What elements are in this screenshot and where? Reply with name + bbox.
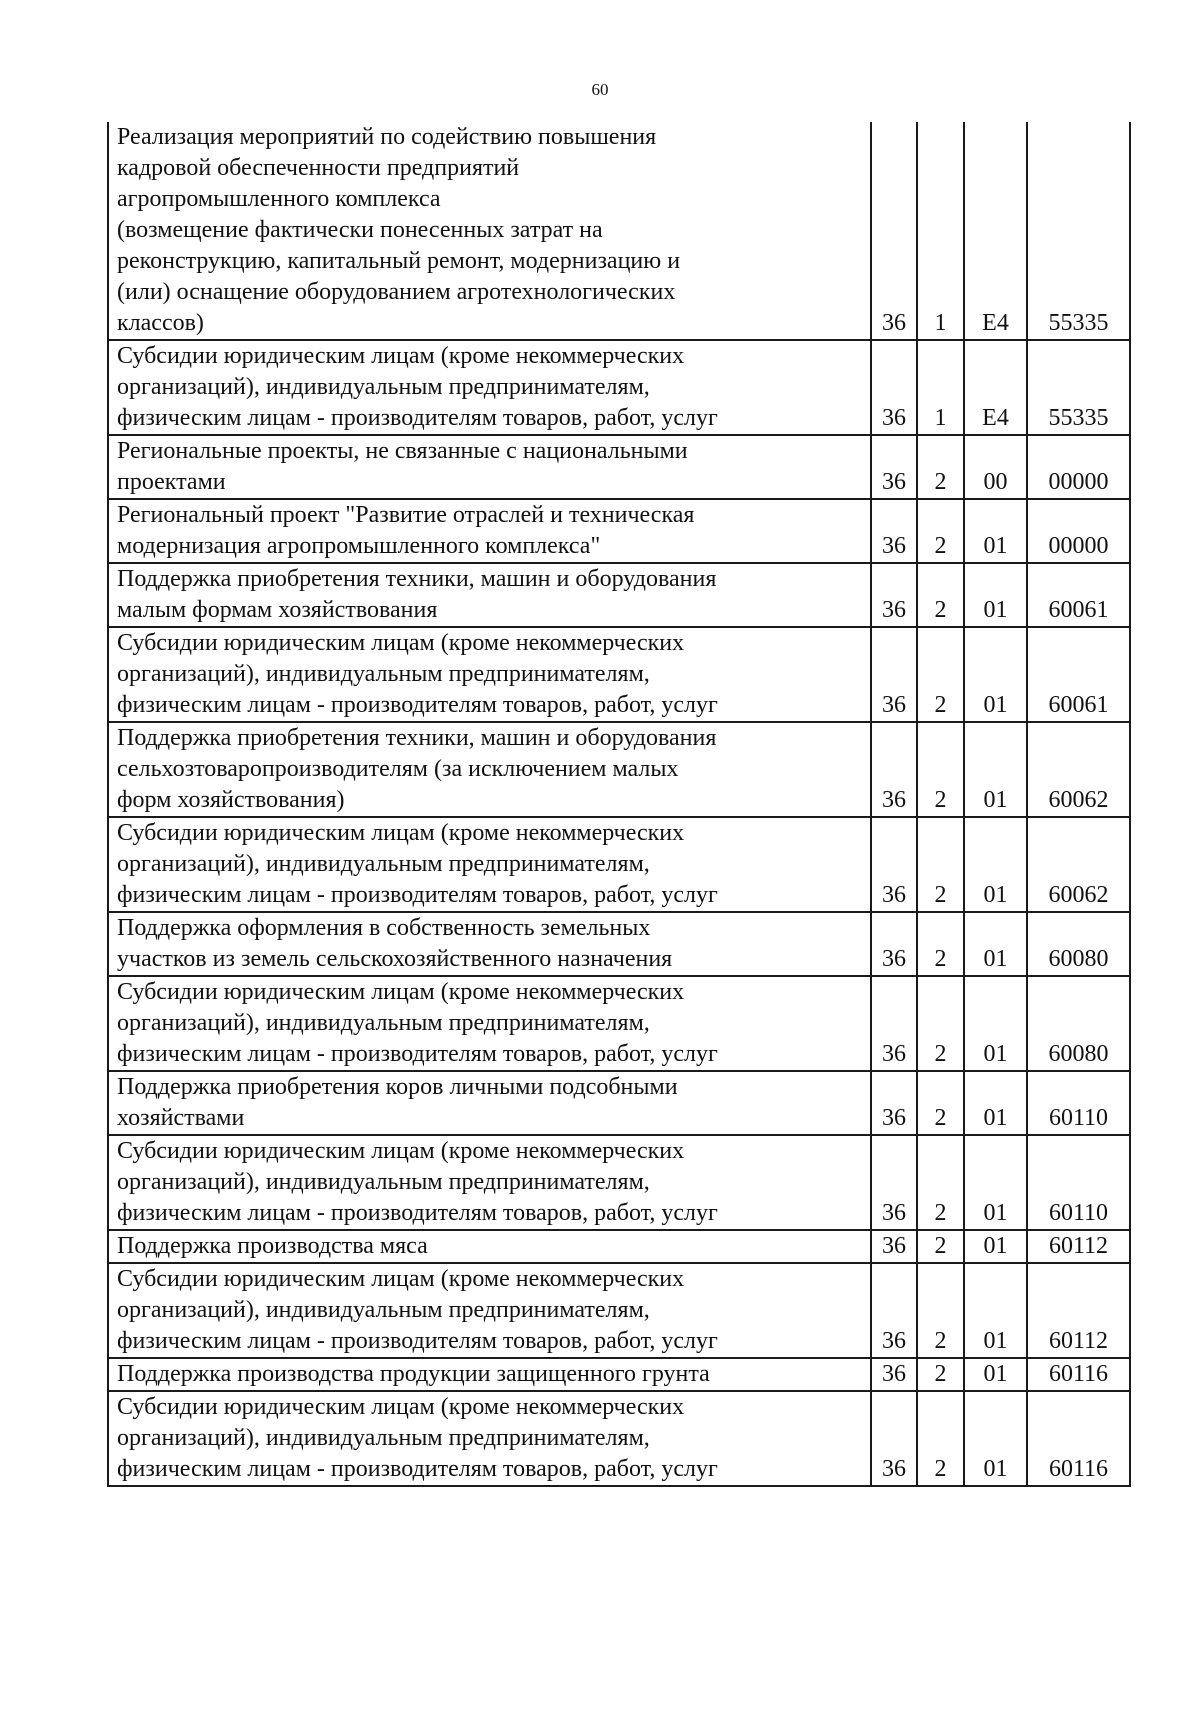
subprogram-code-cell: 01	[964, 1230, 1027, 1263]
direction-code-cell: 60116	[1027, 1391, 1130, 1486]
table-row	[108, 1358, 1130, 1391]
ministry-code-cell: 36	[871, 435, 917, 499]
table-row	[108, 817, 1130, 912]
subprogram-code-cell: 01	[964, 563, 1027, 627]
row-name-cell: Реализация мероприятий по содействию повышения кадровой обеспеченности предприятий агропромышленного комплекса (возмещение фактически понесенных затрат на реконструкцию, капитальный ремонт, модернизацию и (или) оснащение оборудованием агротехнологических классов)	[108, 122, 871, 340]
table-row	[108, 563, 1130, 627]
program-code-cell: 2	[917, 1230, 964, 1263]
table-row	[108, 435, 1130, 499]
direction-code-cell: 60080	[1027, 976, 1130, 1071]
subprogram-code-cell: Е4	[964, 340, 1027, 435]
direction-code-cell: 60061	[1027, 627, 1130, 722]
program-code-cell: 2	[917, 1263, 964, 1358]
row-name-cell: Субсидии юридическим лицам (кроме некоммерческих организаций), индивидуальным предпринимателям, физическим лицам - производителям товаров, работ, услуг	[108, 976, 871, 1071]
subprogram-code-cell: 01	[964, 1358, 1027, 1391]
ministry-code-cell: 36	[871, 1391, 917, 1486]
table-row	[108, 499, 1130, 563]
program-code-cell: 1	[917, 340, 964, 435]
row-name-cell: Субсидии юридическим лицам (кроме некоммерческих организаций), индивидуальным предпринимателям, физическим лицам - производителям товаров, работ, услуг	[108, 340, 871, 435]
row-name-cell: Поддержка оформления в собственность земельных участков из земель сельскохозяйственного назначения	[108, 912, 871, 976]
table-row	[108, 976, 1130, 1071]
program-code-cell: 1	[917, 122, 964, 340]
ministry-code-cell: 36	[871, 1071, 917, 1135]
row-name-cell: Поддержка приобретения коров личными подсобными хозяйствами	[108, 1071, 871, 1135]
direction-code-cell: 55335	[1027, 340, 1130, 435]
program-code-cell: 2	[917, 976, 964, 1071]
row-name-cell: Субсидии юридическим лицам (кроме некоммерческих организаций), индивидуальным предпринимателям, физическим лицам - производителям товаров, работ, услуг	[108, 627, 871, 722]
direction-code-cell: 00000	[1027, 499, 1130, 563]
subprogram-code-cell: 01	[964, 1391, 1027, 1486]
subprogram-code-cell: 00	[964, 435, 1027, 499]
page-number: 60	[591, 80, 609, 99]
program-code-cell: 2	[917, 817, 964, 912]
program-code-cell: 2	[917, 563, 964, 627]
subprogram-code-cell: 01	[964, 722, 1027, 817]
program-code-cell: 2	[917, 1391, 964, 1486]
ministry-code-cell: 36	[871, 722, 917, 817]
table-row	[108, 1391, 1130, 1486]
subprogram-code-cell: 01	[964, 1263, 1027, 1358]
direction-code-cell: 60112	[1027, 1230, 1130, 1263]
ministry-code-cell: 36	[871, 1263, 917, 1358]
program-code-cell: 2	[917, 1358, 964, 1391]
ministry-code-cell: 36	[871, 976, 917, 1071]
table-row	[108, 722, 1130, 817]
ministry-code-cell: 36	[871, 563, 917, 627]
subprogram-code-cell: Е4	[964, 122, 1027, 340]
subprogram-code-cell: 01	[964, 817, 1027, 912]
direction-code-cell: 60062	[1027, 817, 1130, 912]
table-row	[108, 1230, 1130, 1263]
subprogram-code-cell: 01	[964, 1071, 1027, 1135]
table-row	[108, 627, 1130, 722]
row-name-cell: Субсидии юридическим лицам (кроме некоммерческих организаций), индивидуальным предпринимателям, физическим лицам - производителям товаров, работ, услуг	[108, 1135, 871, 1230]
direction-code-cell: 60062	[1027, 722, 1130, 817]
subprogram-code-cell: 01	[964, 1135, 1027, 1230]
budget-classification-table	[107, 122, 1131, 1487]
row-name-cell: Субсидии юридическим лицам (кроме некоммерческих организаций), индивидуальным предпринимателям, физическим лицам - производителям товаров, работ, услуг	[108, 817, 871, 912]
ministry-code-cell: 36	[871, 1135, 917, 1230]
ministry-code-cell: 36	[871, 1358, 917, 1391]
direction-code-cell: 60061	[1027, 563, 1130, 627]
row-name-cell: Поддержка приобретения техники, машин и оборудования малым формам хозяйствования	[108, 563, 871, 627]
row-name-cell: Поддержка приобретения техники, машин и оборудования сельхозтоваропроизводителям (за исключением малых форм хозяйствования)	[108, 722, 871, 817]
direction-code-cell: 60112	[1027, 1263, 1130, 1358]
ministry-code-cell: 36	[871, 340, 917, 435]
table-row	[108, 1135, 1130, 1230]
direction-code-cell: 60116	[1027, 1358, 1130, 1391]
subprogram-code-cell: 01	[964, 912, 1027, 976]
subprogram-code-cell: 01	[964, 976, 1027, 1071]
table-row	[108, 1263, 1130, 1358]
table-row	[108, 912, 1130, 976]
program-code-cell: 2	[917, 912, 964, 976]
ministry-code-cell: 36	[871, 1230, 917, 1263]
program-code-cell: 2	[917, 1071, 964, 1135]
program-code-cell: 2	[917, 722, 964, 817]
table-row	[108, 122, 1130, 340]
direction-code-cell: 60080	[1027, 912, 1130, 976]
ministry-code-cell: 36	[871, 627, 917, 722]
direction-code-cell: 60110	[1027, 1071, 1130, 1135]
subprogram-code-cell: 01	[964, 627, 1027, 722]
row-name-cell: Региональный проект "Развитие отраслей и техническая модернизация агропромышленного комплекса"	[108, 499, 871, 563]
row-name-cell: Поддержка производства мяса	[108, 1230, 871, 1263]
row-name-cell: Региональные проекты, не связанные с национальными проектами	[108, 435, 871, 499]
subprogram-code-cell: 01	[964, 499, 1027, 563]
ministry-code-cell: 36	[871, 122, 917, 340]
ministry-code-cell: 36	[871, 817, 917, 912]
table-row	[108, 340, 1130, 435]
direction-code-cell: 55335	[1027, 122, 1130, 340]
ministry-code-cell: 36	[871, 912, 917, 976]
ministry-code-cell: 36	[871, 499, 917, 563]
program-code-cell: 2	[917, 435, 964, 499]
direction-code-cell: 00000	[1027, 435, 1130, 499]
program-code-cell: 2	[917, 1135, 964, 1230]
program-code-cell: 2	[917, 499, 964, 563]
row-name-cell: Поддержка производства продукции защищенного грунта	[108, 1358, 871, 1391]
direction-code-cell: 60110	[1027, 1135, 1130, 1230]
program-code-cell: 2	[917, 627, 964, 722]
row-name-cell: Субсидии юридическим лицам (кроме некоммерческих организаций), индивидуальным предпринимателям, физическим лицам - производителям товаров, работ, услуг	[108, 1391, 871, 1486]
row-name-cell: Субсидии юридическим лицам (кроме некоммерческих организаций), индивидуальным предпринимателям, физическим лицам - производителям товаров, работ, услуг	[108, 1263, 871, 1358]
table-row	[108, 1071, 1130, 1135]
